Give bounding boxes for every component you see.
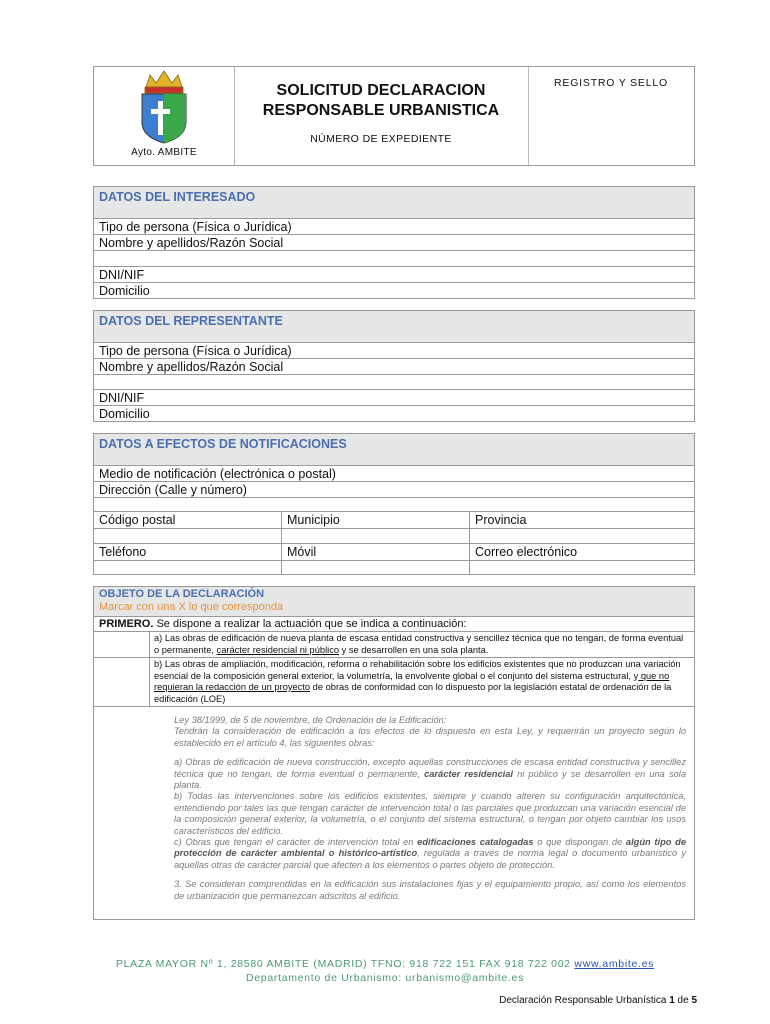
field-domicilio[interactable]: Domicilio	[99, 284, 150, 298]
value-correo[interactable]	[470, 561, 694, 575]
title-line-2: RESPONSABLE URBANISTICA	[262, 102, 500, 119]
field-movil[interactable]: Móvil	[282, 544, 470, 560]
field-nombre-value[interactable]	[94, 251, 694, 267]
option-b	[94, 658, 694, 707]
section-notificaciones	[93, 433, 695, 575]
logo-caption: Ayto. AMBITE	[131, 147, 197, 158]
field-tipo-persona[interactable]: Tipo de persona (Física o Jurídica)	[94, 343, 694, 359]
field-direccion[interactable]: Dirección (Calle y número)	[94, 482, 694, 498]
instruction-text: Marcar con una X lo que corresponda	[99, 601, 284, 613]
law-c-bold-2: algún tipo de protección de carácter ambiental o histórico-artístico	[174, 837, 686, 859]
law-item-b: b) Todas las intervenciones sobre los edificios existentes, siempre y cuando alteren su configuración arquitectónica, entendiendo por tales las que tengan carácter de intervención total o las parciales que produzcan una variación esencial de la composición general exterior, la volumetría, o el conjunto del sistema estructural, o tengan por objeto cambiar los usos característicos del edificio.	[174, 791, 686, 836]
section-heading: DATOS A EFECTOS DE NOTIFICACIONES	[94, 434, 694, 466]
field-dni[interactable]: DNI/NIF	[94, 267, 694, 283]
form-title	[234, 81, 528, 121]
coat-of-arms-logo	[94, 67, 234, 147]
footer-department: Departamento de Urbanismo: urbanismo@ambite.es	[245, 972, 525, 984]
value-movil[interactable]	[282, 561, 470, 575]
objeto-heading-block	[94, 587, 694, 617]
registro-cell[interactable]	[528, 67, 694, 165]
value-codigo-postal[interactable]	[94, 529, 282, 543]
field-correo[interactable]: Correo electrónico	[475, 545, 578, 559]
page-label: Declaración Responsable Urbanística	[499, 995, 670, 1006]
field-nombre[interactable]: Nombre y apellidos/Razón Social	[94, 235, 694, 251]
option-b-text-2: de obras de conformidad con lo dispuesto por la legislación estatal de ordenación de la edificación (LOE)	[154, 682, 672, 704]
page-number	[499, 995, 697, 1006]
law-c-text-2: o que dispongan de	[533, 837, 626, 848]
law-title: Ley 38/1999, de 5 de noviembre, de Ordenación de la Edificación:	[174, 715, 447, 725]
row-contacto-values	[94, 561, 694, 575]
law-item-c	[174, 837, 686, 871]
logo-cell	[94, 67, 235, 165]
field-direccion-value[interactable]	[94, 498, 694, 512]
field-tipo-persona[interactable]: Tipo de persona (Física o Jurídica)	[94, 219, 694, 235]
page-current: 1	[669, 995, 675, 1006]
row-contacto	[94, 544, 694, 561]
law-item-a	[174, 757, 686, 791]
option-a-text-1: a) Las obras de edificación de nueva planta de escasa entidad constructiva y sencillez técnica que no tengan, de forma eventual o permanente,	[154, 633, 684, 655]
law-item-3: 3. Se consideran comprendidas en la edificación sus instalaciones fijas y el equipamiento propio, así como los elementos de urbanización que permanezcan adscritos al edificio.	[174, 879, 686, 901]
primero-text: Se dispone a realizar la actuación que se indica a continuación:	[153, 618, 467, 630]
law-a-text-1: a) Obras de edificación de nueva construcción, excepto aquellas construcciones de escasa entidad constructiva y sencillez técnica que no tengan, de forma eventual o permanente,	[174, 757, 686, 779]
option-b-text-1: b) Las obras de ampliación, modificación, reforma o rehabilitación sobre los edificios existentes que no produzcan una variación esencial de la composición general exterior, la volumetría, la envolvente global o el conjunto del sistema estructural, y	[154, 659, 681, 681]
option-b-underline: que no requieran la redacción de un proyecto	[154, 670, 670, 692]
registro-label: REGISTRO Y SELLO	[554, 77, 668, 89]
section-heading: DATOS DEL INTERESADO	[94, 187, 694, 219]
value-provincia[interactable]	[470, 529, 694, 543]
law-a-text-2: ni público y se desarrollen en una sola planta.	[174, 768, 686, 791]
row-cp-values	[94, 529, 694, 544]
expediente-label: NÚMERO DE EXPEDIENTE	[310, 133, 452, 145]
section-heading: DATOS DEL REPRESENTANTE	[94, 311, 694, 343]
value-municipio[interactable]	[282, 529, 470, 543]
section-objeto	[93, 586, 695, 920]
value-telefono[interactable]	[94, 561, 282, 575]
title-cell	[234, 67, 529, 165]
title-line-1: SOLICITUD DECLARACION	[276, 82, 486, 99]
primero-label: PRIMERO.	[99, 618, 154, 630]
option-b-checkbox[interactable]	[94, 658, 150, 706]
field-nombre-value[interactable]	[94, 375, 694, 390]
law-c-text-3: , regulada a través de norma legal o documento urbanístico y aquellas otras de carácter parcial que afecten a los elementos o partes objeto de protección.	[174, 848, 686, 870]
field-nombre[interactable]: Nombre y apellidos/Razón Social	[94, 359, 694, 375]
section-heading: OBJETO DE LA DECLARACIÓN	[99, 588, 265, 600]
form-header	[93, 66, 695, 166]
option-a-text	[150, 632, 694, 657]
section-representante	[93, 310, 695, 422]
law-intro: Tendrán la consideración de edificación a los efectos de lo dispuesto en esta Ley, y requerirán un proyecto según lo establecido en el artículo 4, las siguientes obras:	[174, 726, 686, 748]
field-medio-notificacion[interactable]: Medio de notificación (electrónica o postal)	[94, 466, 694, 482]
footer-address-text: PLAZA MAYOR Nº 1, 28580 AMBITE (MADRID) TFNO: 918 722 151 FAX 918 722 002	[115, 958, 575, 970]
page-total: 5	[691, 995, 697, 1006]
option-b-text	[150, 658, 694, 706]
law-c-text-1: c) Obras que tengan el carácter de intervención total en	[174, 837, 418, 848]
field-municipio[interactable]: Municipio	[282, 512, 470, 528]
footer-address	[0, 958, 770, 970]
section-interesado	[93, 186, 695, 299]
field-provincia[interactable]: Provincia	[475, 513, 527, 527]
law-reference	[94, 707, 694, 902]
field-codigo-postal[interactable]: Código postal	[94, 512, 282, 528]
option-a-text-2: y se desarrollen en una sola planta.	[339, 644, 489, 655]
option-a	[94, 632, 694, 658]
field-dni[interactable]: DNI/NIF	[94, 390, 694, 406]
primero-line	[94, 617, 694, 632]
option-a-checkbox[interactable]	[94, 632, 150, 657]
law-c-bold-1: edificaciones catalogadas	[417, 837, 534, 848]
field-telefono[interactable]: Teléfono	[94, 544, 282, 560]
page-of: de	[674, 995, 692, 1006]
website-link[interactable]: www.ambite.es	[574, 958, 655, 970]
row-cp-municipio-provincia	[94, 512, 694, 529]
field-domicilio[interactable]: Domicilio	[99, 407, 150, 421]
option-a-underline: carácter residencial ni público	[216, 644, 340, 655]
law-a-bold: carácter residencial	[424, 768, 513, 779]
